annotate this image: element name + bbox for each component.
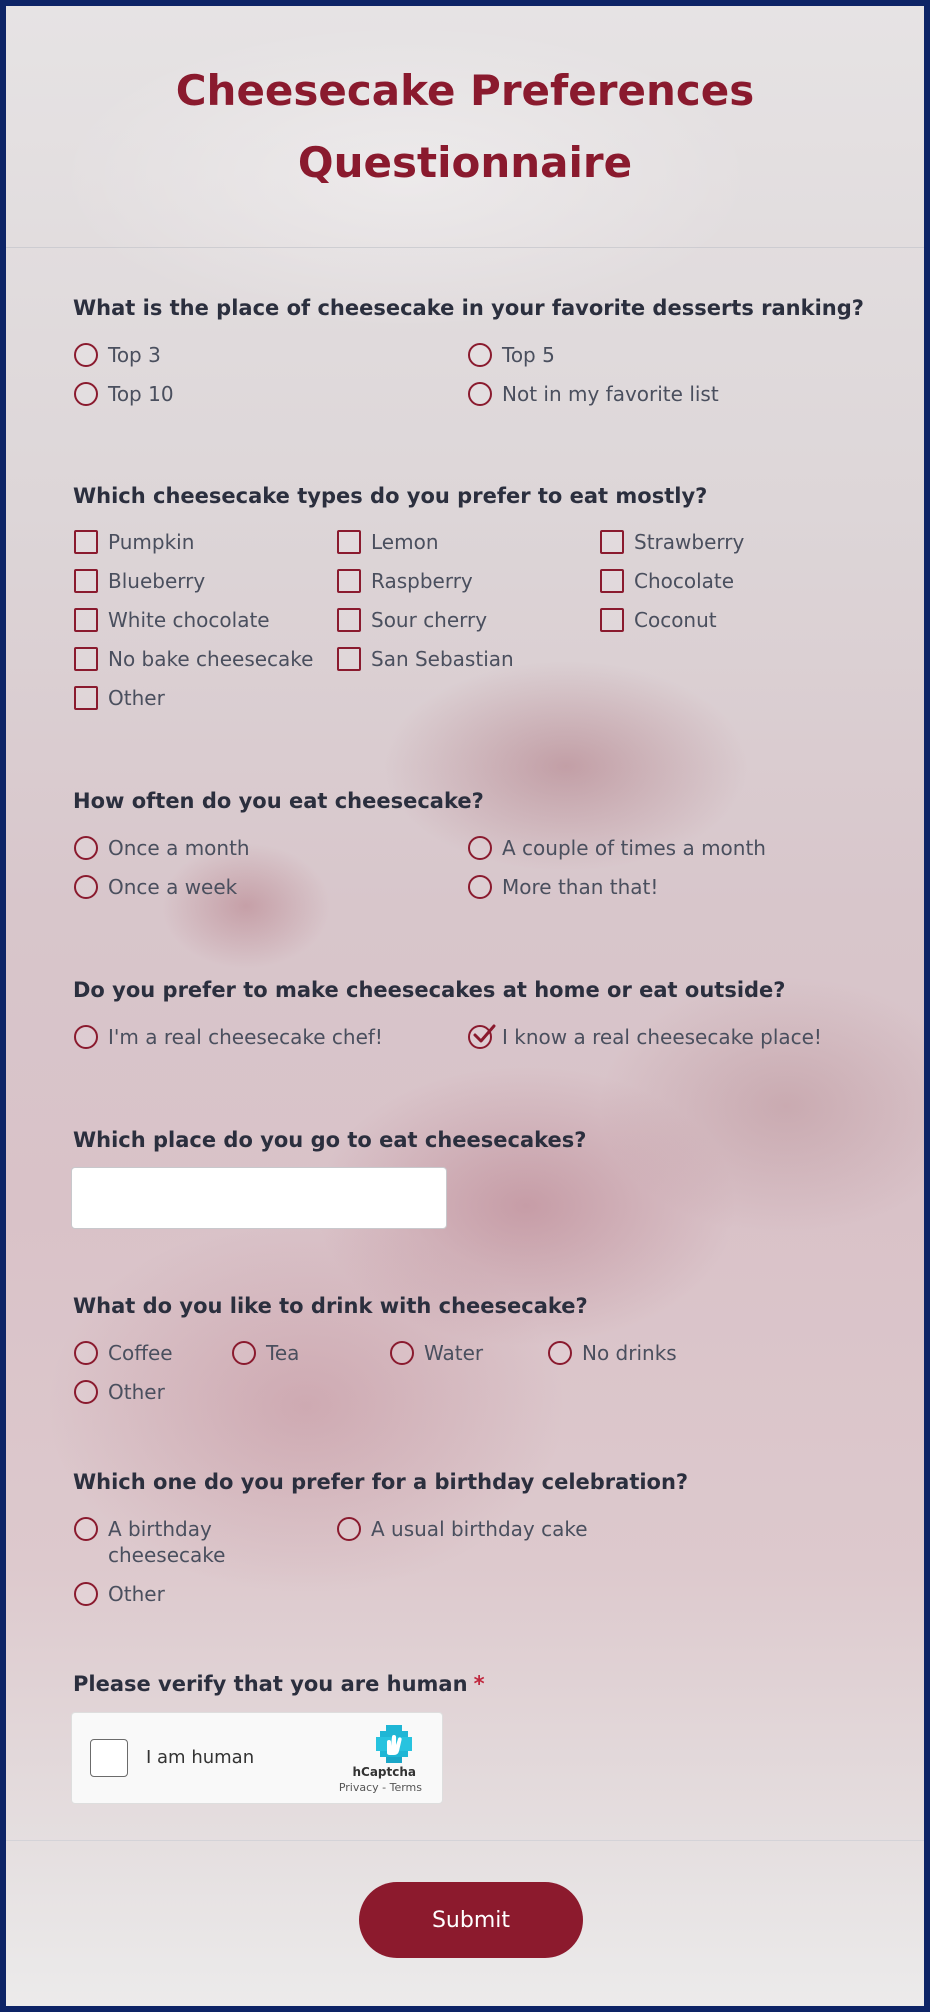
- option-cheesecake-chef[interactable]: I'm a real cheesecake chef!: [74, 1024, 383, 1050]
- required-mark: *: [473, 1672, 485, 1696]
- radio-icon[interactable]: [468, 836, 492, 860]
- checkbox-icon[interactable]: [74, 608, 98, 632]
- option-once-a-month[interactable]: Once a month: [74, 835, 250, 861]
- option-top-3[interactable]: Top 3: [74, 342, 161, 368]
- form-header: [6, 6, 924, 248]
- option-not-in-list[interactable]: Not in my favorite list: [468, 381, 719, 407]
- option-more-than-that[interactable]: More than that!: [468, 874, 658, 900]
- checkbox-sour-cherry[interactable]: Sour cherry: [337, 607, 487, 633]
- radio-icon[interactable]: [74, 1517, 98, 1541]
- option-water[interactable]: Water: [390, 1340, 483, 1366]
- radio-icon[interactable]: [468, 382, 492, 406]
- checkbox-icon[interactable]: [337, 608, 361, 632]
- radio-icon[interactable]: [390, 1341, 414, 1365]
- question-ranking-label: What is the place of cheesecake in your favorite desserts ranking?: [73, 296, 864, 320]
- question-place-label: Which place do you go to eat cheesecakes?: [73, 1128, 587, 1152]
- captcha-checkbox-label: I am human: [146, 1747, 255, 1768]
- captcha-question-label: Please verify that you are human *: [73, 1672, 485, 1696]
- option-no-drinks[interactable]: No drinks: [548, 1340, 677, 1366]
- radio-icon[interactable]: [232, 1341, 256, 1365]
- option-cheesecake-place[interactable]: I know a real cheesecake place!: [468, 1024, 822, 1050]
- radio-icon[interactable]: [74, 343, 98, 367]
- question-drink-label: What do you like to drink with cheesecake?: [73, 1294, 588, 1318]
- checkbox-icon[interactable]: [74, 530, 98, 554]
- radio-icon[interactable]: [74, 382, 98, 406]
- checkbox-pumpkin[interactable]: Pumpkin: [74, 529, 194, 555]
- captcha-privacy-terms[interactable]: Privacy - Terms: [338, 1781, 422, 1794]
- option-coffee[interactable]: Coffee: [74, 1340, 173, 1366]
- checkbox-icon[interactable]: [600, 608, 624, 632]
- form-title: Cheesecake Preferences Questionnaire: [175, 65, 755, 187]
- radio-icon[interactable]: [74, 1582, 98, 1606]
- form-frame: [6, 6, 924, 2006]
- checkbox-blueberry[interactable]: Blueberry: [74, 568, 205, 594]
- question-frequency-label: How often do you eat cheesecake?: [73, 789, 484, 813]
- hcaptcha-brand: hCaptcha: [352, 1765, 416, 1779]
- checkbox-icon[interactable]: [337, 530, 361, 554]
- checkbox-san-sebastian[interactable]: San Sebastian: [337, 646, 514, 672]
- option-top-10[interactable]: Top 10: [74, 381, 174, 407]
- checkbox-icon[interactable]: [337, 647, 361, 671]
- question-types-label: Which cheesecake types do you prefer to eat mostly?: [73, 484, 708, 508]
- radio-icon[interactable]: [74, 1380, 98, 1404]
- submit-button[interactable]: Submit: [359, 1882, 583, 1958]
- checkbox-icon[interactable]: [74, 647, 98, 671]
- checkbox-chocolate[interactable]: Chocolate: [600, 568, 734, 594]
- option-usual-birthday-cake[interactable]: A usual birthday cake: [337, 1516, 588, 1542]
- checkbox-icon[interactable]: [600, 530, 624, 554]
- checkbox-icon[interactable]: [600, 569, 624, 593]
- question-home-or-outside-label: Do you prefer to make cheesecakes at home or eat outside?: [73, 978, 786, 1002]
- radio-icon[interactable]: [337, 1517, 361, 1541]
- checkbox-other-type[interactable]: Other: [74, 685, 165, 711]
- radio-icon[interactable]: [468, 343, 492, 367]
- option-other-drink[interactable]: Other: [74, 1379, 165, 1405]
- checkbox-raspberry[interactable]: Raspberry: [337, 568, 473, 594]
- checkbox-icon[interactable]: [337, 569, 361, 593]
- option-tea[interactable]: Tea: [232, 1340, 299, 1366]
- option-top-5[interactable]: Top 5: [468, 342, 555, 368]
- radio-icon[interactable]: [74, 1025, 98, 1049]
- checkbox-lemon[interactable]: Lemon: [337, 529, 439, 555]
- hcaptcha-widget: [71, 1712, 443, 1804]
- checkbox-icon[interactable]: [74, 569, 98, 593]
- radio-icon[interactable]: [74, 875, 98, 899]
- checkmark-icon: [472, 1023, 498, 1047]
- radio-icon[interactable]: [74, 836, 98, 860]
- place-text-input[interactable]: [71, 1167, 447, 1229]
- checkbox-white-chocolate[interactable]: White chocolate: [74, 607, 270, 633]
- checkbox-no-bake[interactable]: No bake cheesecake: [74, 646, 313, 672]
- option-couple-times-month[interactable]: A couple of times a month: [468, 835, 766, 861]
- hcaptcha-hand-icon: [372, 1723, 416, 1769]
- option-birthday-cheesecake[interactable]: A birthday cheesecake: [74, 1516, 294, 1568]
- radio-checked-icon[interactable]: [468, 1025, 492, 1049]
- checkbox-coconut[interactable]: Coconut: [600, 607, 717, 633]
- radio-icon[interactable]: [468, 875, 492, 899]
- radio-icon[interactable]: [74, 1341, 98, 1365]
- option-once-a-week[interactable]: Once a week: [74, 874, 237, 900]
- radio-icon[interactable]: [548, 1341, 572, 1365]
- question-birthday-label: Which one do you prefer for a birthday celebration?: [73, 1470, 689, 1494]
- checkbox-strawberry[interactable]: Strawberry: [600, 529, 744, 555]
- checkbox-icon[interactable]: [74, 686, 98, 710]
- option-other-birthday[interactable]: Other: [74, 1581, 165, 1607]
